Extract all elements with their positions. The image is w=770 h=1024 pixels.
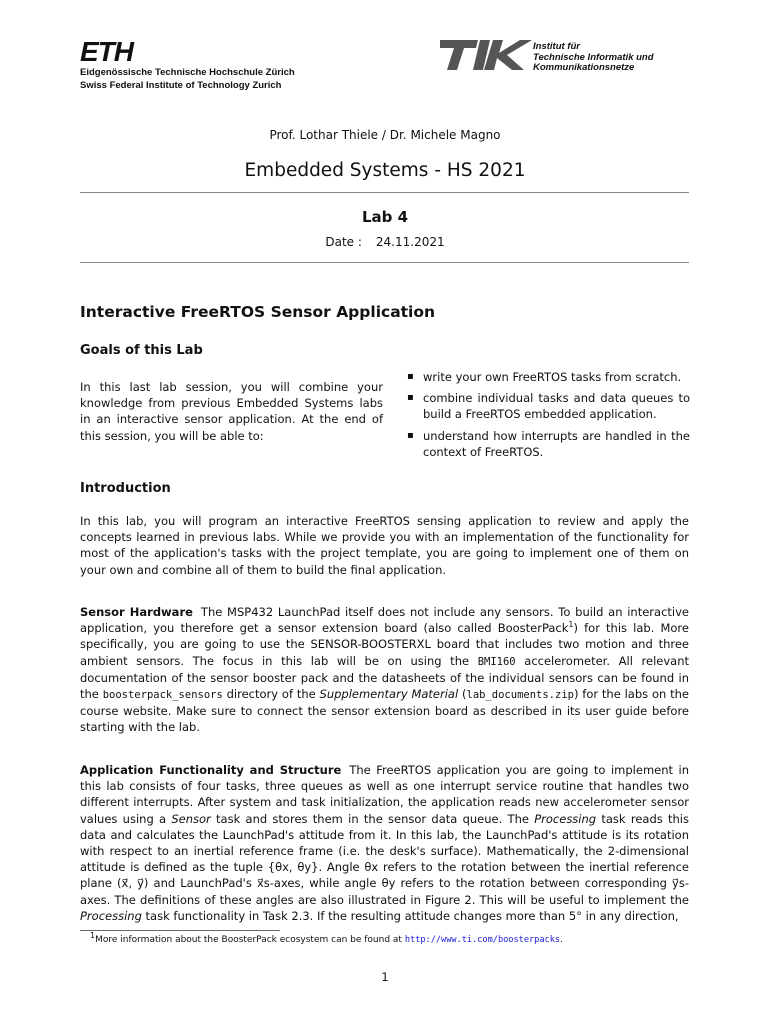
date-value: 24.11.2021	[375, 235, 445, 249]
tik-name-line1: Institut für	[533, 41, 580, 52]
emph-processing: Processing	[80, 908, 142, 923]
authors: Prof. Lothar Thiele / Dr. Michele Magno	[269, 128, 501, 142]
eth-name-en: Swiss Federal Institute of Technology Zurich	[80, 80, 282, 91]
lab-date	[0, 235, 770, 249]
text-run: task functionality in Task 2.3. If the resulting attitude changes more than 5° in any direction,	[141, 908, 679, 923]
text-run: The FreeRTOS application you are going to implement in this lab consists of four tasks, three queues as well as one interrupt service routine that handles two different interrupts. After system and task initialization, the application reads new accelerometer sensor values using a	[80, 763, 689, 826]
list-item: ▪ understand how interrupts are handled in the context of FreeRTOS.	[405, 428, 690, 460]
app-functionality-run-in: Application Functionality and Structure	[80, 763, 342, 777]
page-number: 1	[381, 970, 389, 984]
course-title: Embedded Systems - HS 2021	[244, 160, 526, 181]
emph-sensor: Sensor	[171, 811, 211, 826]
supplementary-material: Supplementary Material	[319, 687, 459, 702]
footnote-end: .	[560, 935, 563, 945]
code-bmi160: BMI160	[477, 655, 516, 668]
text-run: (	[458, 687, 467, 702]
eth-name-de: Eidgenössische Technische Hochschule Zürich	[80, 67, 295, 78]
lab-number: Lab 4	[361, 208, 409, 226]
text-run: task and stores them in the sensor data queue. The	[210, 811, 535, 826]
title-rule-bottom	[80, 262, 689, 263]
footnote-rule	[80, 930, 280, 931]
introduction-heading: Introduction	[80, 481, 171, 496]
tik-name-line2: Technische Informatik und	[533, 51, 654, 63]
list-item: ▪ write your own FreeRTOS tasks from scratch.	[405, 369, 690, 385]
sensor-hardware-paragraph	[80, 604, 689, 736]
text-run: task reads this data and calculates the LaunchPad's attitude from it. In this lab, the LaunchPad's attitude is its rotation with respect to an inertial reference frame (i.e. the desk's surface). Mathematically, the 2-dimensional attitude is defined as the tuple {θx, θy}. Angle θx refers to the rotation between the inertial reference plane (x⃗, y⃗) and LaunchPad's x⃗s-axes, while angle θy refers to the rotation between corresponding y⃗s-axes. The definitions of these angles are also illustrated in Figure 2. This will be useful to implement the	[80, 811, 689, 907]
title-rule-top	[80, 192, 689, 193]
text-run: ) for the labs on the course website. Make sure to connect the sensor extension board as described in its user guide before starting with the lab.	[80, 687, 689, 735]
text-run: accelerometer. All relevant documentation of the sensor booster pack and the datasheets of the individual sensors can be found in the	[80, 653, 690, 702]
goals-heading: Goals of this Lab	[80, 343, 203, 358]
app-functionality-paragraph	[80, 762, 689, 924]
goals-intro: In this last lab session, you will combine your knowledge from previous Embedded Systems labs in an interactive sensor application. At the end of this session, you will be able to:	[80, 380, 383, 443]
list-item: ▪ combine individual tasks and data queues to build a FreeRTOS embedded application.	[405, 390, 690, 422]
main-heading: Interactive FreeRTOS Sensor Application	[80, 303, 436, 321]
code-directory: boosterpack_sensors	[102, 689, 223, 702]
text-run: directory of the	[222, 687, 320, 702]
tik-logo-icon	[440, 38, 532, 76]
footnote	[90, 931, 563, 945]
footnote-text: More information about the BoosterPack ecosystem can be found at	[95, 935, 405, 945]
text-run: The MSP432 LaunchPad itself does not include any sensors. To build an interactive application, you therefore get a sensor extension board (also called BoosterPack	[80, 605, 689, 636]
date-label: Date :	[325, 235, 362, 249]
text-run: ) for this lab. More specifically, you are going to use the SENSOR-BOOSTERXL board that includes two motion and three ambient sensors. The focus in this lab will be on using the	[80, 621, 689, 668]
eth-logo: ETH	[80, 36, 133, 67]
sensor-hardware-run-in: Sensor Hardware	[80, 605, 193, 619]
code-zip: lab_documents.zip	[466, 689, 574, 702]
eth-name	[80, 66, 295, 92]
introduction-text: In this lab, you will program an interactive FreeRTOS sensing application to review and apply the concepts learned in previous labs. While we provide you with an implementation of the functionality for most of the application's tasks with the project template, you are going to implement one of them on your own and combine all of them to build the final application.	[80, 514, 689, 577]
tik-name	[533, 42, 654, 74]
footnote-ref: 1	[568, 620, 574, 630]
footnote-mark: 1	[90, 931, 96, 940]
goals-list	[405, 369, 690, 465]
tik-name-line3: Kommunikationsnetze	[533, 62, 635, 73]
emph-processing: Processing	[534, 811, 597, 826]
boosterpacks-link[interactable]: http://www.ti.com/boosterpacks	[404, 935, 561, 945]
